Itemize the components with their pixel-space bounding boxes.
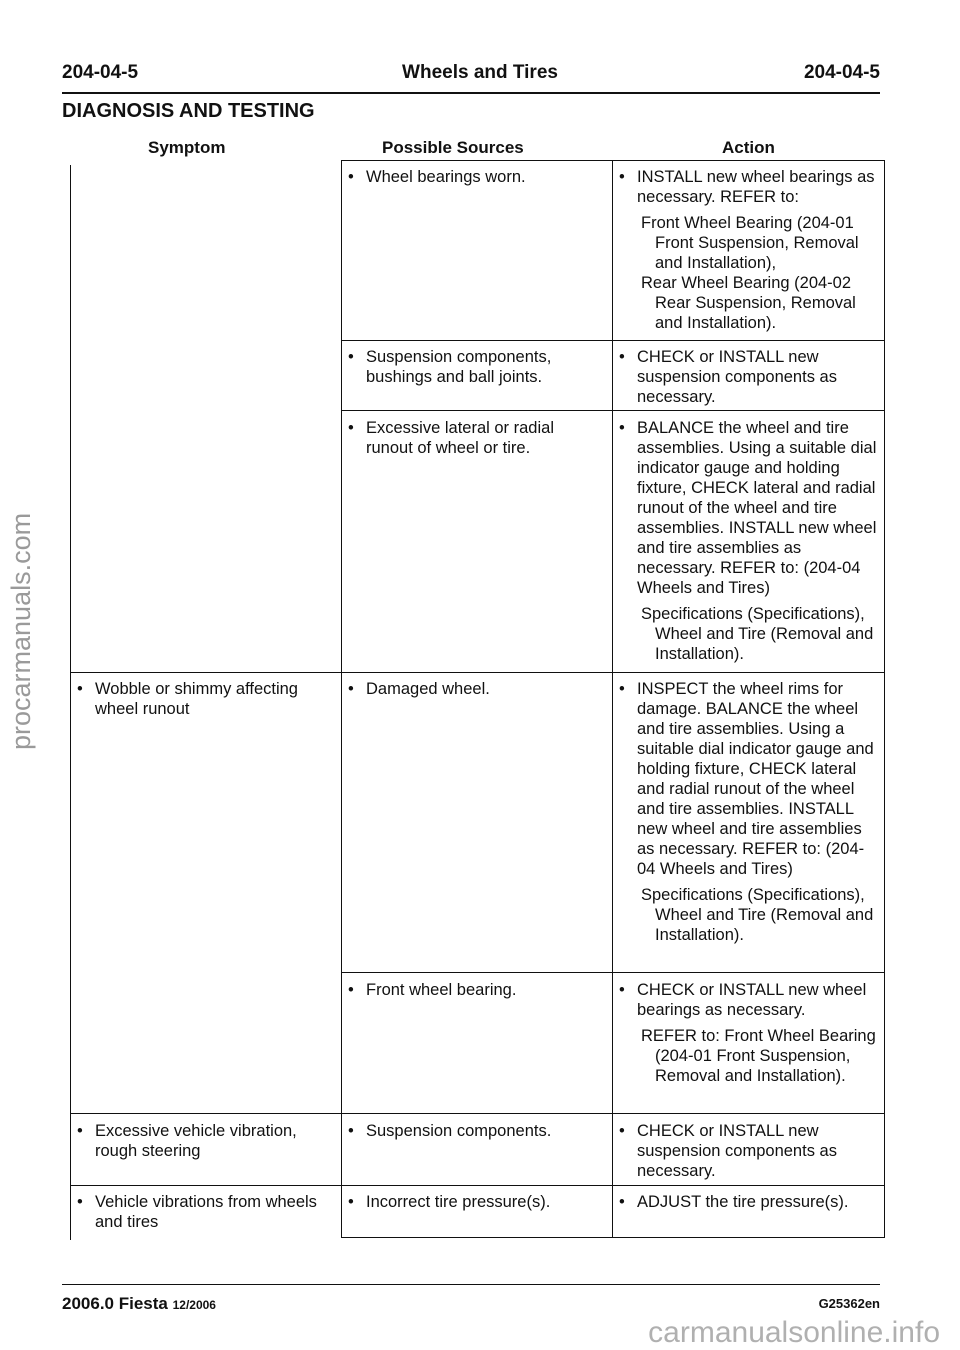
action-text: • BALANCE the wheel and tire assemblies. Using a suitable dial indicator gauge and holding fixture, CHECK lateral and radial runout of the wheel and tire assemblies. INSTALL new wheel and tire assemblies as necessary. REFER to: (204-04 Wheels and Tires) — [613, 418, 881, 598]
table-border-right — [884, 160, 885, 1238]
table-top-rule — [341, 160, 884, 161]
column-header-sources: Possible Sources — [382, 138, 524, 157]
table-row — [342, 1121, 604, 1141]
column-header-action: Action — [722, 138, 775, 157]
header-rule — [62, 92, 880, 94]
action-text: • CHECK or INSTALL new wheel bearings as necessary. — [613, 980, 881, 1020]
row-divider — [341, 972, 884, 973]
symptom-text: • Excessive vehicle vibration, rough steering — [71, 1121, 333, 1161]
table-row — [342, 980, 604, 1000]
action-reference: Front Wheel Bearing (204-01 Front Suspension, Removal and Installation), — [641, 214, 859, 272]
footer-model-name: 2006.0 Fiesta — [62, 1294, 168, 1313]
symptom-text: • Vehicle vibrations from wheels and tires — [71, 1192, 339, 1232]
action-reference: REFER to: Front Wheel Bearing (204-01 Front Suspension, Removal and Installation). — [641, 1027, 876, 1085]
table-row — [613, 679, 881, 945]
table-divider-symptom — [341, 160, 342, 1238]
footer-date: 12/2006 — [172, 1298, 216, 1312]
table-row — [613, 1192, 875, 1212]
table-row — [342, 679, 604, 699]
table-row — [71, 1121, 333, 1161]
source-text: • Damaged wheel. — [342, 679, 604, 699]
table-row — [71, 679, 333, 719]
action-reference: Rear Wheel Bearing (204-02 Rear Suspension, Removal and Installation). — [641, 274, 856, 332]
table-row — [342, 167, 604, 187]
watermark-side: procarmanuals.com — [6, 512, 36, 750]
watermark-bottom: carmanualsonline.info — [648, 1316, 940, 1349]
row-divider — [341, 340, 884, 341]
action-text: • CHECK or INSTALL new suspension components as necessary. — [613, 347, 875, 407]
footer-rule — [62, 1284, 880, 1285]
table-row — [71, 1192, 339, 1232]
source-text: • Front wheel bearing. — [342, 980, 604, 1000]
table-row — [613, 418, 881, 664]
row-divider — [70, 1113, 884, 1114]
table-row — [342, 347, 604, 387]
action-text: • INSTALL new wheel bearings as necessary. REFER to: — [613, 167, 881, 207]
table-row — [342, 1192, 604, 1212]
source-text: • Suspension components, bushings and ball joints. — [342, 347, 604, 387]
source-text: • Incorrect tire pressure(s). — [342, 1192, 604, 1212]
action-text: • CHECK or INSTALL new suspension components as necessary. — [613, 1121, 875, 1181]
action-reference: Specifications (Specifications), Wheel and Tire (Removal and Installation). — [641, 605, 874, 663]
table-row — [613, 347, 875, 407]
column-header-symptom: Symptom — [148, 138, 226, 157]
page-code-left: 204-04-5 — [62, 62, 139, 83]
table-row — [613, 167, 881, 333]
action-text: • ADJUST the tire pressure(s). — [613, 1192, 875, 1212]
section-title: DIAGNOSIS AND TESTING — [62, 100, 315, 122]
page-code-right: 204-04-5 — [803, 62, 880, 83]
source-text: • Excessive lateral or radial runout of wheel or tire. — [342, 418, 604, 458]
table-row — [342, 418, 604, 458]
row-divider — [341, 410, 884, 411]
table-row — [613, 1121, 875, 1181]
action-reference: Specifications (Specifications), Wheel and Tire (Removal and Installation). — [641, 886, 874, 944]
source-text: • Suspension components. — [342, 1121, 604, 1141]
symptom-text: • Wobble or shimmy affecting wheel runout — [71, 679, 333, 719]
source-text: • Wheel bearings worn. — [342, 167, 604, 187]
table-bottom-rule — [341, 1237, 884, 1238]
action-text: • INSPECT the wheel rims for damage. BALANCE the wheel and tire assemblies. Using a suitable dial indicator gauge and holding fixture, CHECK lateral and radial runout of the wheel and tire assemblies. INSTALL new wheel and tire assemblies as necessary. REFER to: (204-04 Wheels and Tires) — [613, 679, 881, 879]
row-divider — [70, 1185, 884, 1186]
footer-code: G25362en — [818, 1296, 880, 1311]
row-divider — [70, 672, 884, 673]
footer-model — [62, 1294, 216, 1314]
table-row — [613, 980, 881, 1086]
page-title: Wheels and Tires — [402, 62, 558, 83]
